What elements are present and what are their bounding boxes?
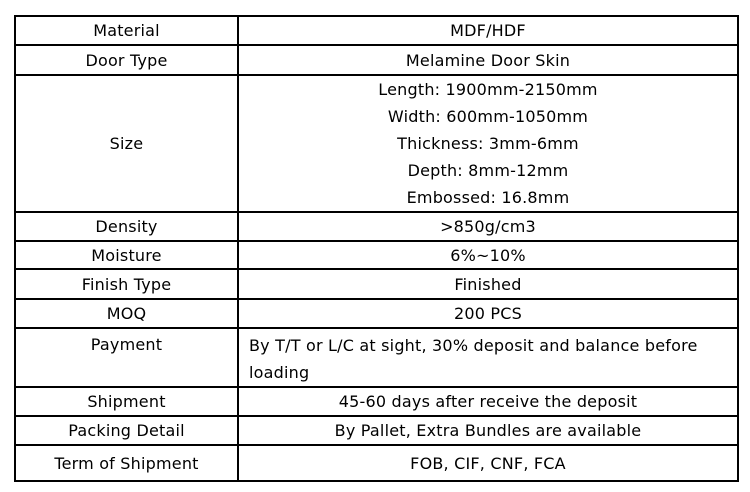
spec-value-moq: 200 PCS xyxy=(238,299,738,328)
spec-value-payment: By T/T or L/C at sight, 30% deposit and balance before loading xyxy=(238,328,738,387)
spec-row-density xyxy=(15,212,738,241)
spec-label-moq: MOQ xyxy=(15,299,238,328)
product-spec-table xyxy=(14,15,739,482)
spec-label-finish-type: Finish Type xyxy=(15,269,238,299)
spec-row-packing-detail xyxy=(15,416,738,445)
spec-row-size xyxy=(15,75,738,212)
spec-row-material xyxy=(15,16,738,45)
spec-row-finish-type xyxy=(15,269,738,299)
spec-label-material: Material xyxy=(15,16,238,45)
size-line-thickness: Thickness: 3mm-6mm xyxy=(397,134,579,153)
spec-value-shipment: 45-60 days after receive the deposit xyxy=(238,387,738,416)
size-line-width: Width: 600mm-1050mm xyxy=(387,107,589,126)
spec-label-packing-detail: Packing Detail xyxy=(15,416,238,445)
spec-label-door-type: Door Type xyxy=(15,45,238,75)
size-line-embossed: Embossed: 16.8mm xyxy=(406,188,570,207)
spec-row-payment xyxy=(15,328,738,387)
spec-label-term-of-shipment: Term of Shipment xyxy=(15,445,238,481)
spec-label-shipment: Shipment xyxy=(15,387,238,416)
spec-label-size: Size xyxy=(15,75,238,212)
spec-row-moisture xyxy=(15,241,738,269)
spec-label-density: Density xyxy=(15,212,238,241)
size-line-length: Length: 1900mm-2150mm xyxy=(378,80,598,99)
spec-row-moq xyxy=(15,299,738,328)
spec-value-size xyxy=(238,75,738,212)
spec-row-door-type xyxy=(15,45,738,75)
spec-value-door-type: Melamine Door Skin xyxy=(238,45,738,75)
spec-label-payment: Payment xyxy=(15,328,238,387)
size-line-depth: Depth: 8mm-12mm xyxy=(407,161,569,180)
spec-value-term-of-shipment: FOB, CIF, CNF, FCA xyxy=(238,445,738,481)
spec-value-density: >850g/cm3 xyxy=(238,212,738,241)
spec-row-shipment xyxy=(15,387,738,416)
spec-value-material: MDF/HDF xyxy=(238,16,738,45)
spec-value-finish-type: Finished xyxy=(238,269,738,299)
spec-value-moisture: 6%~10% xyxy=(238,241,738,269)
spec-row-term-of-shipment xyxy=(15,445,738,481)
spec-value-packing-detail: By Pallet, Extra Bundles are available xyxy=(238,416,738,445)
spec-label-moisture: Moisture xyxy=(15,241,238,269)
